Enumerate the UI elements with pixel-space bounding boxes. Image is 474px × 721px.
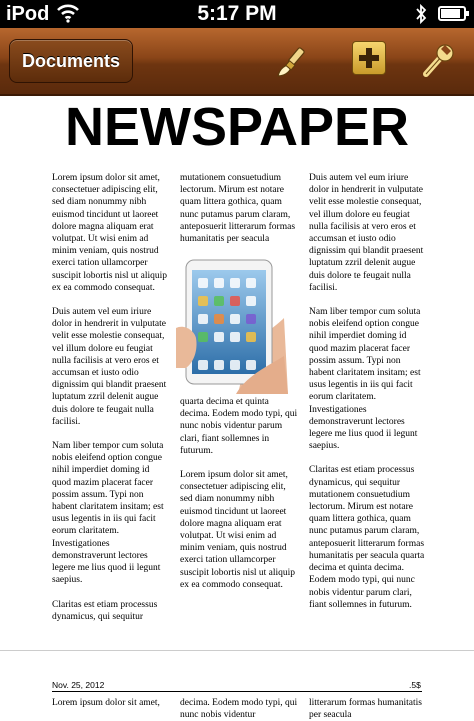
footer-date: Nov. 25, 2012 bbox=[52, 680, 105, 690]
column-2-continued[interactable] bbox=[180, 396, 298, 603]
column-paragraph: mutationem consuetudium lectorum. Mirum est notare quam littera gothica, quam nunc putamus parum claram, anteposuerit litterarum formas humanitatis per seacula bbox=[180, 173, 296, 245]
column-paragraph: Duis autem vel eum iriure dolor in hendrerit in vulputate velit esse molestie consequat, vel illum dolore eu feugiat nulla facilisis at vero eros et accumsan et iusto odio dignissim qui blandit praesent luptatum zzril delenit augue duis dolore te feugait nulla facilisi. bbox=[309, 173, 424, 293]
next-page-column-1[interactable]: Lorem ipsum dolor sit amet, bbox=[52, 698, 160, 708]
toolbar bbox=[0, 28, 474, 96]
column-2[interactable] bbox=[180, 172, 298, 257]
page-break bbox=[0, 650, 474, 651]
add-button[interactable] bbox=[352, 41, 386, 75]
bluetooth-icon bbox=[414, 3, 428, 30]
column-paragraph: quarta decima et quinta decima. Eodem modo typi, qui nunc nobis videntur parum clari, fiant sollemnes in futurum. bbox=[180, 397, 298, 456]
column-paragraph: Nam liber tempor cum soluta nobis eleifend option congue nihil imperdiet doming id quod mazim placerat facer possim assum. Typi non habent claritatem insitam; est usus legentis in iis qui facit eorum claritatem. Investigationes demonstraverunt lectores legere me lius quod ii legunt saepius. bbox=[309, 307, 421, 452]
column-1[interactable] bbox=[52, 172, 170, 635]
ipad-photo[interactable] bbox=[176, 258, 288, 394]
next-page-column-2[interactable]: decima. Eodem modo typi, qui nunc nobis videntur bbox=[180, 698, 298, 720]
column-paragraph: Duis autem vel eum iriure dolor in hendrerit in vulputate velit esse molestie consequat, vel illum dolore eu feugiat nulla facilisis at vero eros et accumsan et iusto odio dignissim qui blandit praesent luptatum zzril delenit augue duis dolore te feugait nulla facilisi. bbox=[52, 307, 167, 427]
document-headline[interactable]: NEWSPAPER bbox=[64, 97, 410, 157]
footer-page-number: .5$ bbox=[409, 680, 421, 690]
column-paragraph: Lorem ipsum dolor sit amet, consectetuer adipiscing elit, sed diam nonummy nibh euismod tincidunt ut laoreet dolore magna aliquam erat volutpat. Ut wisi enim ad minim veniam, quis nostrud exerci tation ullamcorper suscipit lobortis nisl ut aliquip ex ea commodo consequat. bbox=[180, 470, 296, 590]
battery-nub bbox=[466, 11, 469, 16]
carrier-label: iPod bbox=[6, 3, 50, 25]
status-bar bbox=[0, 0, 474, 28]
plus-icon bbox=[353, 42, 385, 74]
paint-brush-icon[interactable] bbox=[272, 42, 312, 82]
column-paragraph: Lorem ipsum dolor sit amet, consectetuer adipiscing elit, sed diam nonummy nibh euismod tincidunt ut laoreet dolore magna aliquam erat volutpat. Ut wisi enim ad minim veniam, quis nostrud exerci tation ullamcorper suscipit lobortis nisl ut aliquip ex ea commodo consequat. bbox=[52, 173, 168, 293]
battery-fill bbox=[441, 9, 460, 18]
status-time: 5:17 PM bbox=[197, 2, 277, 25]
next-page-column-3[interactable]: litterarum formas humanitatis per seacula bbox=[309, 698, 422, 720]
column-3[interactable] bbox=[309, 172, 427, 623]
footer-rule bbox=[52, 691, 422, 692]
documents-button[interactable]: Documents bbox=[9, 39, 133, 83]
wrench-icon[interactable] bbox=[420, 42, 456, 80]
column-paragraph: Claritas est etiam processus dynamicus, qui sequitur bbox=[52, 599, 158, 622]
battery-icon bbox=[438, 6, 466, 21]
column-paragraph: Nam liber tempor cum soluta nobis eleifend option congue nihil imperdiet doming id quod mazim placerat facer possim assum. Typi non habent claritatem insitam; est usus legentis in iis qui facit eorum claritatem. Investigationes demonstraverunt lectores legere me lius quod ii legunt saepius. bbox=[52, 441, 164, 586]
column-paragraph: Claritas est etiam processus dynamicus, qui sequitur mutationem consuetudium lectorum. Mirum est notare quam littera gothica, quam nunc putamus parum claram, anteposuerit litterarum formas humanitatis per seacula quarta decima et quinta decima. Eodem modo typi, qui nunc nobis videntur parum clari, fiant sollemnes in futurum. bbox=[309, 465, 425, 610]
